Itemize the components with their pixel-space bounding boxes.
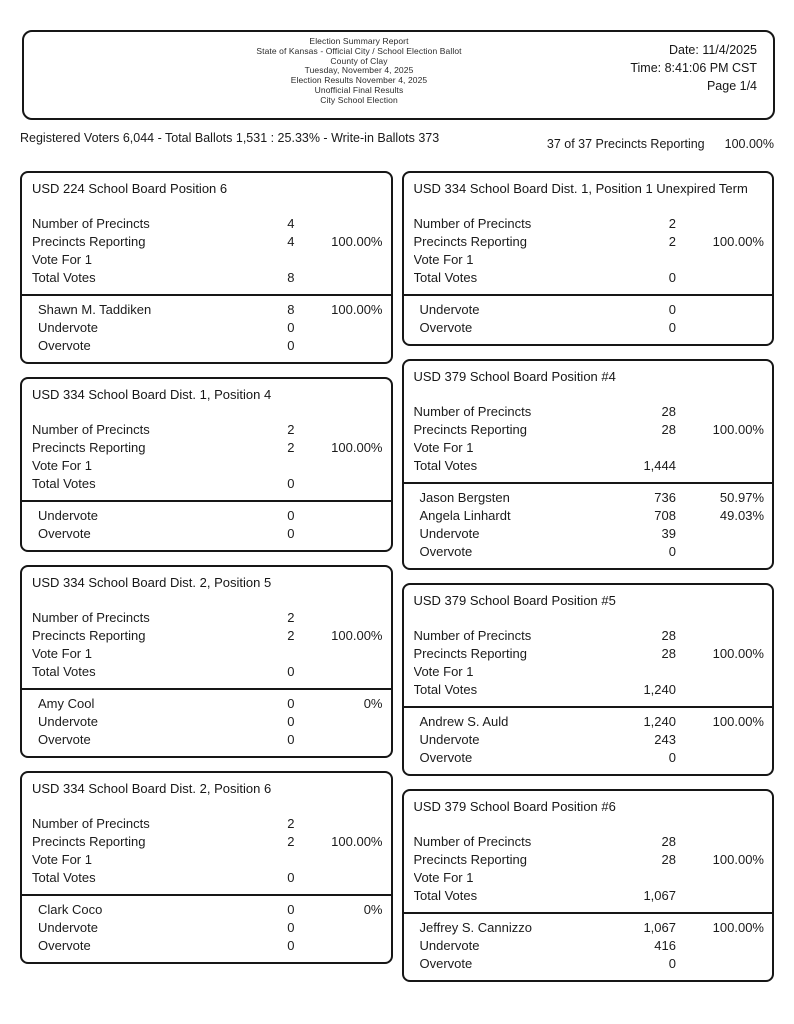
stat-label: Vote For 1 xyxy=(413,664,474,679)
stat-label: Number of Precincts xyxy=(413,834,532,849)
stat-value: 28 xyxy=(661,422,676,437)
stat-row xyxy=(32,233,383,251)
stat-value: 4 xyxy=(287,216,295,231)
candidate-name: Angela Linhardt xyxy=(419,508,511,523)
stat-label: Vote For 1 xyxy=(32,852,92,867)
candidate-votes: 708 xyxy=(654,508,676,523)
stat-label: Total Votes xyxy=(413,458,478,473)
stat-label: Vote For 1 xyxy=(413,870,474,885)
stat-percent xyxy=(295,815,383,833)
stat-label: Number of Precincts xyxy=(32,610,150,625)
stat-percent xyxy=(295,609,383,627)
candidate-name: Jason Bergsten xyxy=(419,490,510,505)
candidate-votes: 0 xyxy=(668,320,676,335)
candidate-percent xyxy=(676,319,764,337)
stat-row xyxy=(414,233,765,251)
candidate-name: Overvote xyxy=(419,956,473,971)
stat-value: 0 xyxy=(287,870,295,885)
candidate-name: Undervote xyxy=(419,526,480,541)
candidate-row xyxy=(32,713,383,731)
stat-label: Number of Precincts xyxy=(32,422,150,437)
stat-percent xyxy=(676,403,764,421)
stat-label: Precincts Reporting xyxy=(413,646,527,661)
contest-title: USD 379 School Board Position #5 xyxy=(413,593,616,608)
candidate-votes: 0 xyxy=(668,544,676,559)
contest-box xyxy=(402,583,775,776)
stat-percent: 100.00% xyxy=(331,834,383,849)
contest-title: USD 334 School Board Dist. 1, Position 1 Unexpired Term xyxy=(413,181,748,196)
stat-percent xyxy=(295,851,383,869)
candidate-row xyxy=(414,749,765,767)
candidate-name: Shawn M. Taddiken xyxy=(38,302,152,317)
header-meta xyxy=(630,41,757,95)
candidate-row xyxy=(414,937,765,955)
stat-row xyxy=(414,421,765,439)
candidate-votes: 0 xyxy=(287,508,295,523)
stat-percent xyxy=(295,457,383,475)
candidate-row xyxy=(32,901,383,919)
header-line-election-day: Tuesday, November 4, 2025 xyxy=(304,65,414,76)
candidate-percent xyxy=(676,955,764,973)
stat-row xyxy=(32,645,383,663)
stat-percent: 100.00% xyxy=(331,234,383,249)
contest-box xyxy=(20,377,393,552)
stat-row xyxy=(414,681,765,699)
report-header xyxy=(22,30,775,120)
candidate-percent xyxy=(295,731,383,749)
candidate-row xyxy=(32,301,383,319)
candidate-name: Undervote xyxy=(38,320,98,335)
candidate-votes: 736 xyxy=(654,490,676,505)
candidate-row xyxy=(32,919,383,937)
date-label: Date: 11/4/2025 xyxy=(668,43,757,57)
stat-value: 28 xyxy=(661,646,676,661)
stat-percent xyxy=(676,269,764,287)
stat-value: 1,444 xyxy=(643,458,676,473)
stat-value: 2 xyxy=(287,440,295,455)
candidate-row xyxy=(414,955,765,973)
candidate-name: Overvote xyxy=(38,732,91,747)
candidate-name: Clark Coco xyxy=(38,902,103,917)
stat-row xyxy=(414,627,765,645)
candidate-percent: 0% xyxy=(363,902,383,917)
contest-title: USD 334 School Board Dist. 2, Position 6 xyxy=(32,781,272,796)
stat-row xyxy=(414,403,765,421)
stat-label: Number of Precincts xyxy=(413,216,532,231)
stat-value: 4 xyxy=(287,234,295,249)
candidate-percent xyxy=(676,525,764,543)
stat-percent: 100.00% xyxy=(712,852,764,867)
candidate-votes: 416 xyxy=(654,938,676,953)
candidate-percent: 0% xyxy=(363,696,383,711)
contest-candidates xyxy=(404,294,773,344)
candidate-name: Overvote xyxy=(38,526,91,541)
stat-row xyxy=(32,869,383,887)
stat-label: Number of Precincts xyxy=(32,816,150,831)
candidate-percent xyxy=(295,337,383,355)
stat-value xyxy=(596,663,676,681)
candidate-percent: 49.03% xyxy=(719,508,764,523)
stat-value xyxy=(215,851,295,869)
stat-row xyxy=(414,663,765,681)
header-center-text xyxy=(134,37,584,106)
candidate-percent xyxy=(295,919,383,937)
stat-percent xyxy=(295,645,383,663)
ballot-summary-row xyxy=(20,128,774,151)
stat-value: 2 xyxy=(287,422,295,437)
candidate-percent xyxy=(295,507,383,525)
stat-value xyxy=(596,869,676,887)
stat-value xyxy=(215,645,295,663)
stat-row xyxy=(414,833,765,851)
stat-percent: 100.00% xyxy=(331,440,383,455)
stat-row xyxy=(414,457,765,475)
candidate-name: Overvote xyxy=(419,544,473,559)
candidate-percent xyxy=(676,731,764,749)
contest-box xyxy=(20,565,393,758)
stat-row xyxy=(414,645,765,663)
contest-candidates xyxy=(22,894,391,962)
contest-stats xyxy=(22,815,391,894)
candidate-votes: 0 xyxy=(287,920,295,935)
stat-row xyxy=(32,663,383,681)
stat-percent: 100.00% xyxy=(712,234,764,249)
stat-row xyxy=(32,421,383,439)
stat-row xyxy=(414,869,765,887)
stat-percent xyxy=(676,251,764,269)
column-left xyxy=(20,171,393,982)
contest-stats xyxy=(22,609,391,688)
candidate-votes: 8 xyxy=(287,302,295,317)
stat-label: Total Votes xyxy=(32,870,96,885)
stat-value: 28 xyxy=(661,834,676,849)
candidate-row xyxy=(414,319,765,337)
candidate-votes: 0 xyxy=(287,320,295,335)
candidate-name: Overvote xyxy=(419,320,473,335)
stat-label: Total Votes xyxy=(32,270,96,285)
stat-value: 1,240 xyxy=(643,682,676,697)
candidate-row xyxy=(32,507,383,525)
stat-value: 28 xyxy=(661,404,676,419)
stat-percent xyxy=(295,215,383,233)
stat-row xyxy=(32,627,383,645)
candidate-votes: 0 xyxy=(287,714,295,729)
stat-label: Total Votes xyxy=(413,888,478,903)
contest-stats xyxy=(22,421,391,500)
stat-row xyxy=(414,251,765,269)
contest-stats xyxy=(404,215,773,294)
candidate-name: Undervote xyxy=(38,508,98,523)
contest-stats xyxy=(404,627,773,706)
stat-label: Vote For 1 xyxy=(32,252,92,267)
candidate-row xyxy=(414,713,765,731)
candidate-row xyxy=(414,919,765,937)
contest-title: USD 334 School Board Dist. 2, Position 5 xyxy=(32,575,272,590)
candidate-name: Overvote xyxy=(38,338,91,353)
stat-row xyxy=(32,457,383,475)
stat-value: 1,067 xyxy=(643,888,676,903)
stat-row xyxy=(32,851,383,869)
stat-value: 2 xyxy=(668,216,676,231)
stat-label: Precincts Reporting xyxy=(413,852,527,867)
candidate-votes: 0 xyxy=(287,902,295,917)
stat-label: Total Votes xyxy=(413,682,478,697)
contest-box xyxy=(20,771,393,964)
candidate-votes: 0 xyxy=(287,696,295,711)
candidate-row xyxy=(414,731,765,749)
stat-percent xyxy=(676,681,764,699)
stat-value: 28 xyxy=(661,852,676,867)
stat-value xyxy=(596,439,676,457)
stat-percent xyxy=(676,869,764,887)
stat-percent xyxy=(295,251,383,269)
stat-label: Vote For 1 xyxy=(32,458,92,473)
stat-percent xyxy=(676,663,764,681)
stat-value: 0 xyxy=(287,476,295,491)
candidate-row xyxy=(32,731,383,749)
header-line-state: State of Kansas - Official City / School Election Ballot xyxy=(256,45,462,56)
candidate-votes: 0 xyxy=(668,956,676,971)
candidate-votes: 0 xyxy=(287,732,295,747)
stat-percent xyxy=(676,439,764,457)
candidate-votes: 0 xyxy=(287,338,295,353)
contest-candidates xyxy=(22,500,391,550)
candidate-name: Overvote xyxy=(419,750,473,765)
candidate-percent xyxy=(295,525,383,543)
precincts-reporting-summary xyxy=(547,137,774,151)
stat-percent xyxy=(676,833,764,851)
stat-row xyxy=(414,439,765,457)
stat-row xyxy=(32,609,383,627)
candidate-row xyxy=(414,301,765,319)
candidate-percent xyxy=(676,749,764,767)
candidate-percent: 100.00% xyxy=(712,920,764,935)
stat-row xyxy=(32,833,383,851)
header-line-unofficial: Unofficial Final Results xyxy=(314,84,404,95)
stat-label: Vote For 1 xyxy=(32,646,92,661)
candidate-percent xyxy=(295,937,383,955)
stat-value xyxy=(215,457,295,475)
contest-box xyxy=(402,359,775,570)
stat-value: 0 xyxy=(287,664,295,679)
stat-value: 2 xyxy=(287,610,295,625)
candidate-votes: 243 xyxy=(654,732,676,747)
stat-label: Vote For 1 xyxy=(413,440,474,455)
candidate-votes: 0 xyxy=(668,750,676,765)
contest-title: USD 224 School Board Position 6 xyxy=(32,181,228,196)
candidate-name: Overvote xyxy=(38,938,91,953)
candidate-name: Undervote xyxy=(38,714,98,729)
contest-box xyxy=(402,171,775,346)
precincts-reporting-label: 37 of 37 Precincts Reporting xyxy=(546,137,705,151)
candidate-percent: 50.97% xyxy=(719,490,764,505)
stat-row xyxy=(32,439,383,457)
contest-candidates xyxy=(22,294,391,362)
stat-row xyxy=(32,215,383,233)
candidate-row xyxy=(414,543,765,561)
candidate-votes: 1,240 xyxy=(643,714,676,729)
contest-candidates xyxy=(404,706,773,774)
stat-value xyxy=(215,251,295,269)
candidate-percent: 100.00% xyxy=(331,302,383,317)
stat-label: Precincts Reporting xyxy=(32,628,146,643)
candidate-percent xyxy=(676,543,764,561)
contest-title: USD 379 School Board Position #6 xyxy=(413,799,616,814)
candidate-row xyxy=(32,695,383,713)
stat-value: 2 xyxy=(287,628,295,643)
candidate-row xyxy=(32,337,383,355)
stat-percent xyxy=(295,663,383,681)
stat-percent: 100.00% xyxy=(712,422,764,437)
candidate-percent xyxy=(295,713,383,731)
stat-percent xyxy=(295,421,383,439)
candidate-row xyxy=(32,319,383,337)
stat-value xyxy=(596,251,676,269)
candidate-name: Undervote xyxy=(38,920,98,935)
stat-label: Precincts Reporting xyxy=(32,834,146,849)
stat-row xyxy=(414,851,765,869)
stat-value: 2 xyxy=(287,816,295,831)
stat-percent xyxy=(676,887,764,905)
stat-percent xyxy=(295,269,383,287)
header-line-results: Election Results November 4, 2025 xyxy=(290,75,428,86)
contest-stats xyxy=(22,215,391,294)
stat-row xyxy=(414,215,765,233)
stat-label: Precincts Reporting xyxy=(32,234,146,249)
stat-percent: 100.00% xyxy=(712,646,764,661)
page-label: Page 1/4 xyxy=(706,79,757,93)
precincts-reporting-percent: 100.00% xyxy=(724,137,774,151)
candidate-row xyxy=(414,525,765,543)
stat-label: Total Votes xyxy=(413,270,478,285)
stat-row xyxy=(414,269,765,287)
stat-percent xyxy=(676,627,764,645)
contest-box xyxy=(402,789,775,982)
candidate-votes: 0 xyxy=(287,938,295,953)
stat-percent xyxy=(676,457,764,475)
candidate-row xyxy=(32,937,383,955)
candidate-row xyxy=(414,507,765,525)
stat-row xyxy=(32,815,383,833)
stat-value: 2 xyxy=(287,834,295,849)
header-line-county: County of Clay xyxy=(330,55,388,66)
stat-label: Number of Precincts xyxy=(413,404,532,419)
candidate-name: Undervote xyxy=(419,302,480,317)
stat-percent: 100.00% xyxy=(331,628,383,643)
stat-label: Precincts Reporting xyxy=(32,440,146,455)
contest-stats xyxy=(404,833,773,912)
contest-stats xyxy=(404,403,773,482)
stat-percent xyxy=(676,215,764,233)
stat-row xyxy=(32,475,383,493)
candidate-votes: 0 xyxy=(287,526,295,541)
candidate-votes: 0 xyxy=(668,302,676,317)
stat-label: Precincts Reporting xyxy=(413,234,527,249)
candidate-row xyxy=(414,489,765,507)
contest-candidates xyxy=(404,912,773,980)
stat-value: 28 xyxy=(661,628,676,643)
contest-title: USD 334 School Board Dist. 1, Position 4 xyxy=(32,387,272,402)
stat-label: Vote For 1 xyxy=(413,252,474,267)
candidate-name: Undervote xyxy=(419,938,480,953)
candidate-votes: 1,067 xyxy=(643,920,676,935)
stat-label: Number of Precincts xyxy=(32,216,150,231)
candidate-name: Jeffrey S. Cannizzo xyxy=(419,920,532,935)
contest-columns xyxy=(20,171,774,982)
stat-percent xyxy=(295,475,383,493)
candidate-row xyxy=(32,525,383,543)
candidate-percent xyxy=(676,937,764,955)
stat-label: Total Votes xyxy=(32,664,96,679)
header-line-election-type: City School Election xyxy=(320,94,398,105)
contest-candidates xyxy=(22,688,391,756)
stat-value: 2 xyxy=(668,234,676,249)
stat-percent xyxy=(295,869,383,887)
contest-title: USD 379 School Board Position #4 xyxy=(413,369,616,384)
stat-value: 8 xyxy=(287,270,295,285)
candidate-percent xyxy=(676,301,764,319)
candidate-percent: 100.00% xyxy=(712,714,764,729)
candidate-percent xyxy=(295,319,383,337)
candidate-name: Amy Cool xyxy=(38,696,95,711)
candidate-name: Undervote xyxy=(419,732,480,747)
header-line-report-title: Election Summary Report xyxy=(309,36,409,46)
stat-label: Number of Precincts xyxy=(413,628,532,643)
candidate-votes: 39 xyxy=(661,526,676,541)
stat-row xyxy=(414,887,765,905)
column-right xyxy=(402,171,775,982)
contest-candidates xyxy=(404,482,773,568)
stat-label: Total Votes xyxy=(32,476,96,491)
candidate-name: Andrew S. Auld xyxy=(419,714,509,729)
stat-row xyxy=(32,251,383,269)
stat-value: 0 xyxy=(668,270,676,285)
stat-row xyxy=(32,269,383,287)
registered-voters-summary: Registered Voters 6,044 - Total Ballots 1,531 : 25.33% - Write-in Ballots 373 xyxy=(20,131,440,145)
contest-box xyxy=(20,171,393,364)
time-label: Time: 8:41:06 PM CST xyxy=(630,61,757,75)
stat-label: Precincts Reporting xyxy=(413,422,527,437)
